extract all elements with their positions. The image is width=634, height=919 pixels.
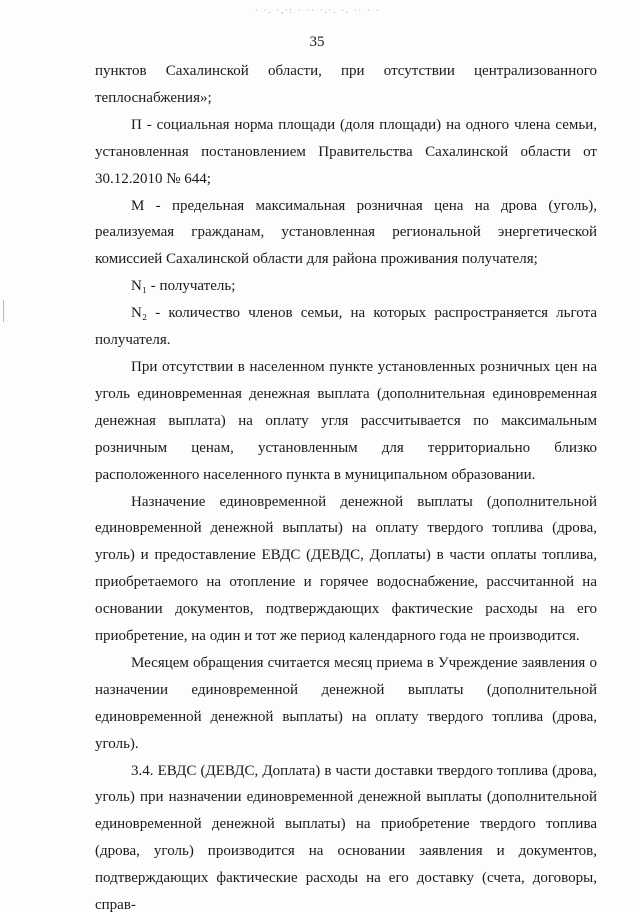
scan-edge-mark [3,300,4,322]
paragraph-continuation: пунктов Сахалинской области, при отсутствии централизованного теплоснабжения»; [95,63,597,106]
paragraph-absent-prices: При отсутствии в населенном пункте установленных розничных цен на уголь единовременная денежная выплата (дополнительная единовременная денежная выплата) на оплату угля рассчитывается по максимальным розничным ценам, установленным для территориально близко расположенного населенного пункта в муниципальном образовании. [95,358,597,483]
page-number: 35 [309,34,325,50]
paragraph-assignment: Назначение единовременной денежной выплаты (дополнительной единовременной денежной выплаты) на оплату твердого топлива (дрова, уголь) и предоставление ЕВДС (ДЕВДС, Доплаты) в части оплаты топлива, приобретаемого на отопление и горячее водоснабжение, рассчитанной на основании документов, подтверждающих фактические расходы на его приобретение, на один и тот же период календарного года не производится. [95,493,597,645]
document-body [95,58,597,919]
paragraph-definition-n1: N₁ - получатель; [131,278,236,295]
paragraph-definition-n2: N₂ - количество членов семьи, на которых распространяется льгота получателя. [95,305,597,349]
paragraph-definition-m: М - предельная максимальная розничная цена на дрова (уголь), реализуемая гражданам, установленная региональной энергетической комиссией Сахалинской области для района проживания получателя; [95,197,597,268]
paragraph-definition-p: П - социальная норма площади (доля площади) на одного члена семьи, установленная постановлением Правительства Сахалинской области от 30.12.2010 № 644; [95,116,597,187]
paragraph-section-3-4: 3.4. ЕВДС (ДЕВДС, Доплата) в части доставки твердого топлива (дрова, уголь) при назначении единовременной денежной выплаты (дополнительной единовременной денежной выплаты) на приобретение твердого топлива (дрова, уголь) производится на основании заявления и документов, подтверждающих фактические расходы на его доставку (счета, договоры, справ- [95,762,597,914]
paragraph-month-of-application: Месяцем обращения считается месяц приема в Учреждение заявления о назначении единовременной денежной выплаты (дополнительной единовременной денежной выплаты) на оплату твердого топлива (дрова, уголь). [95,654,597,752]
scan-artifact-marks: · ·. ·,·: · ·· ·.·. ·. ·· · · [255,6,381,14]
